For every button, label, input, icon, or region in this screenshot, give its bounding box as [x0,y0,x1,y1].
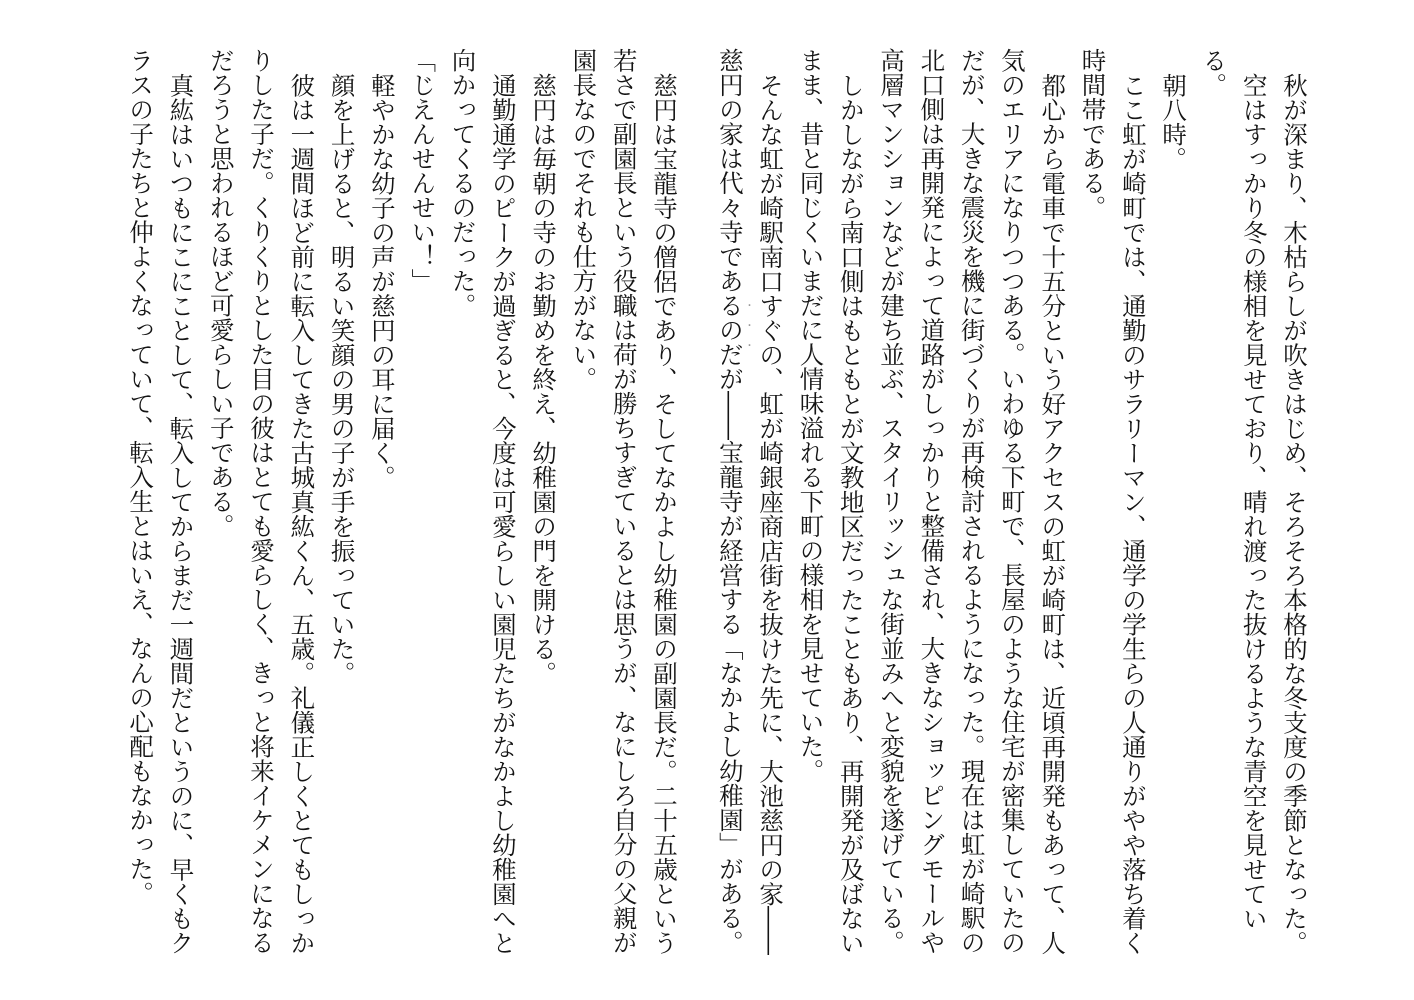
paragraph: 軽やかな幼子の声が慈円の耳に届く。 [367,72,397,489]
paragraph: 慈円は宝龍寺の僧侶であり、そしてなかよし幼稚園の副園長だ。二十五歳という若さで副園長という役職は荷が勝ちすぎているとは思うが、なにしろ自分の父親が園長なのでそれも仕方がない。 [569,48,679,955]
paragraph: 通勤通学のピークが過ぎると、今度は可愛らしい園児たちがなかよし幼稚園へと向かってくるのだった。 [448,48,518,955]
right-page [715,48,1314,968]
paragraph: 都心から電車で十五分という好アクセスの虹が崎町は、近頃再開発もあって、人気のエリアになりつつある。いわゆる下町で、長屋のような住宅が密集していたのだが、大きな震災を機に街づくりが再検討されるようになった。現在は虹が崎駅の北口側は再開発によって道路がしっかりと整備され、大きなショッピングモールや高層マンションなどが建ち並ぶ、スタイリッシュな街並みへと変貌を遂げている。 [877,48,1068,955]
left-page [84,48,684,968]
paragraph: そんな虹が崎駅南口すぐの、虹が崎銀座商店街を抜けた先に、大池慈円の家――慈円の家は代々寺であるのだが――宝龍寺が経営する「なかよし幼稚園」がある。 [715,48,786,955]
paragraph: 顔を上げると、明るい笑顔の男の子が手を振っていた。 [327,72,357,685]
paragraph: しかしながら南口側はもともとが文教地区だったこともあり、再開発が及ばないまま、昔と同じくいまだに人情味溢れる下町の様相を見せていた。 [796,48,866,955]
paragraph: 彼は一週間ほど前に転入してきた古城真紘くん、五歳。礼儀正しくとてもしっかりした子だ。くりくりとした目の彼はとても愛らしく、きっと将来イケメンになるだろうと思われるほど可愛らしい子である。 [206,48,317,955]
paragraph: 空はすっかり冬の様相を見せており、晴れ渡った抜けるような青空を見せている。 [1199,48,1269,930]
paragraph: 真紘はいつもにこにことして、転入してからまだ一週間だというのに、早くもクラスの子たちと仲よくなっていて、転入生とはいえ、なんの心配もなかった。 [126,48,196,955]
paragraph: 慈円は毎朝の寺のお勤めを終え、幼稚園の門を開ける。 [529,72,559,685]
dialog-line: 「じえんせんせい！」 [408,48,438,293]
paragraph: 朝八時。 [1159,72,1189,171]
paragraph: ここ虹が崎町では、通勤のサラリーマン、通学の学生らの人通りがやや落ち着く時間帯である。 [1078,48,1148,955]
paragraph: 秋が深まり、木枯らしが吹きはじめ、そろそろ本格的な冬支度の季節となった。 [1280,72,1309,955]
gutter-marks: ・・・ [742,300,753,360]
